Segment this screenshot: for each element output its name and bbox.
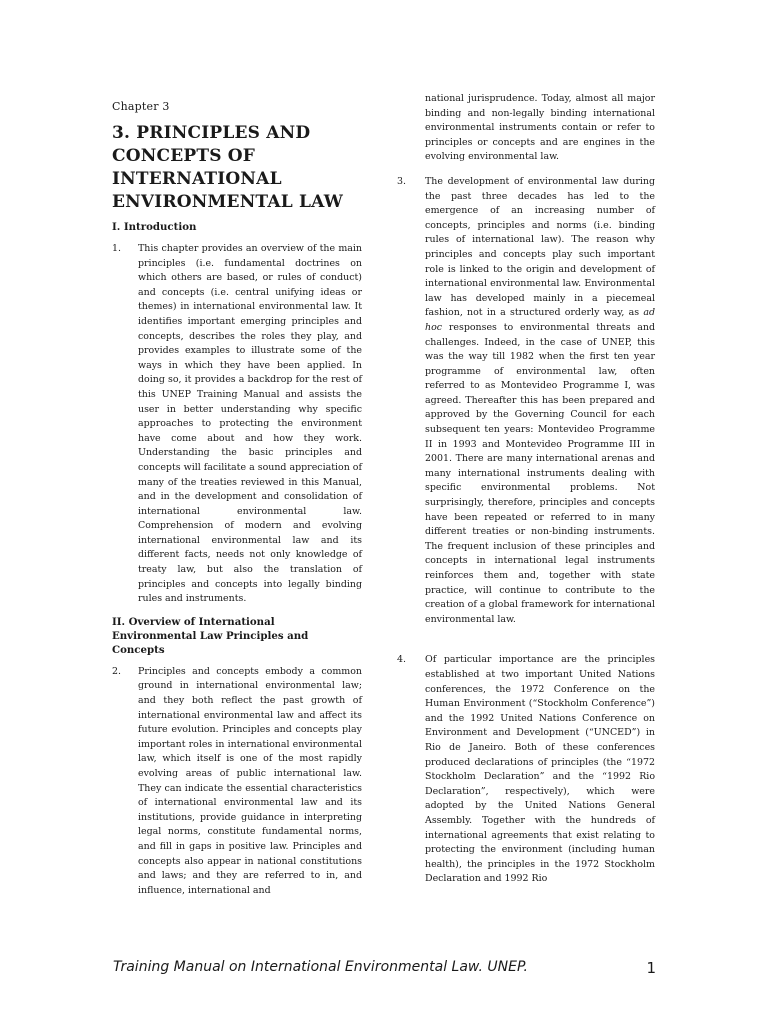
section-heading-overview: II. Overview of International Environmental Law Principles and Concepts	[112, 615, 309, 656]
paragraph-2	[112, 665, 362, 899]
paragraph-text-end: responses to environmental threats and challenges. Indeed, in the case of UNEP, this was the way till 1982 when the first ten year programme of environmental law, often referred to as Montevideo Programme I, was agreed. Thereafter this has been prepared and approved by the Governing Council for each subsequent ten years: Montevideo Programme II in 1993 and Montevideo Programme III in 2001. There are many international arenas and many international instruments dealing with specific environmental problems. Not surprisingly, therefore, principles and concepts have been repeated or referred to in many different treaties or non-binding instruments. The frequent inclusion of these principles and concepts in international legal instruments reinforces them and, together with state practice, will continue to contribute to the creation of a global framework for international environmental law.	[425, 321, 655, 625]
footer-title: Training Manual on International Environmental Law. UNEP.	[113, 959, 528, 975]
paragraph-4	[397, 653, 655, 887]
paragraph-1	[112, 242, 362, 607]
paragraph-3	[397, 175, 655, 627]
left-column	[112, 100, 362, 908]
paragraph-text-start: The development of environmental law during the past three decades has led to the emergence of an increasing number of concepts, principles and norms (i.e. binding rules of international law). The reason why principles and concepts play such important role is linked to the origin and development of international environmental law. Environmental law has developed mainly in a piecemeal fashion, not in a structured orderly way, as	[425, 175, 655, 319]
paragraph-text: Principles and concepts embody a common ground in international environmental law; and they both reflect the past growth of international environmental law and affect its future evolution. Principles and concepts play important roles in international environmental law, which itself is one of the most rapidly evolving areas of public international law. They can indicate the essential characteristics of international environmental law and its institutions, provide guidance in interpreting legal norms, constitute fundamental norms, and fill in gaps in positive law. Principles and concepts also appear in national constitutions and laws; and they are referred to in, and influence, international and	[138, 665, 362, 896]
paragraph-text: This chapter provides an overview of the main principles (i.e. fundamental doctrines on which others are based, or rules of conduct) and concepts (i.e. central unifying ideas or themes) in international environmental law. It identifies important emerging principles and concepts, describes the roles they play, and provides examples to illustrate some of the ways in which they have been applied. In doing so, it provides a backdrop for the rest of this UNEP Training Manual and assists the user in better understanding why specific approaches to protecting the environment have come about and how they work. Understanding the basic principles and concepts will facilitate a sound appreciation of many of the treaties reviewed in this Manual, and in the development and consolidation of international environmental law. Comprehension of modern and evolving international environmental law and its different facts, needs not only knowledge of treaty law, but also the translation of principles and concepts into legally binding rules and instruments.	[138, 243, 362, 605]
chapter-label: Chapter 3	[112, 100, 170, 113]
paragraph-text: national jurisprudence. Today, almost all major binding and non-legally binding international environmental instruments contain or refer to principles or concepts and are engines in the evolving environmental law.	[425, 93, 655, 163]
page-footer	[113, 959, 656, 981]
chapter-title: 3. PRINCIPLES AND CONCEPTS OF INTERNATIONAL ENVIRONMENTAL LAW	[112, 123, 343, 212]
italic-term: ad hoc	[425, 307, 655, 333]
paragraph-number: 1.	[112, 243, 122, 254]
paragraph-text: Of particular importance are the principles established at two important United Nations conferences, the 1972 Conference on the Human Environment (“Stockholm Conference”) and the 1992 United Nations Conference on Environment and Development (“UNCED”) in Rio de Janeiro. Both of these conferences produced declarations of principles (the “1972 Stockholm Declaration” and the “1992 Rio Declaration”, respectively), which were adopted by the United Nations General Assembly. Together with the hundreds of international agreements that exist relating to protecting the environment (including human health), the principles in the 1972 Stockholm Declaration and 1992 Rio	[425, 654, 655, 885]
paragraph-number: 4.	[397, 654, 407, 666]
paragraph-number: 3.	[397, 175, 407, 187]
paragraph-number: 2.	[112, 665, 122, 677]
paragraph-continuation	[425, 92, 655, 165]
section-heading-introduction: I. Introduction	[112, 221, 197, 233]
right-column	[397, 92, 655, 897]
page-number: 1	[646, 959, 656, 977]
